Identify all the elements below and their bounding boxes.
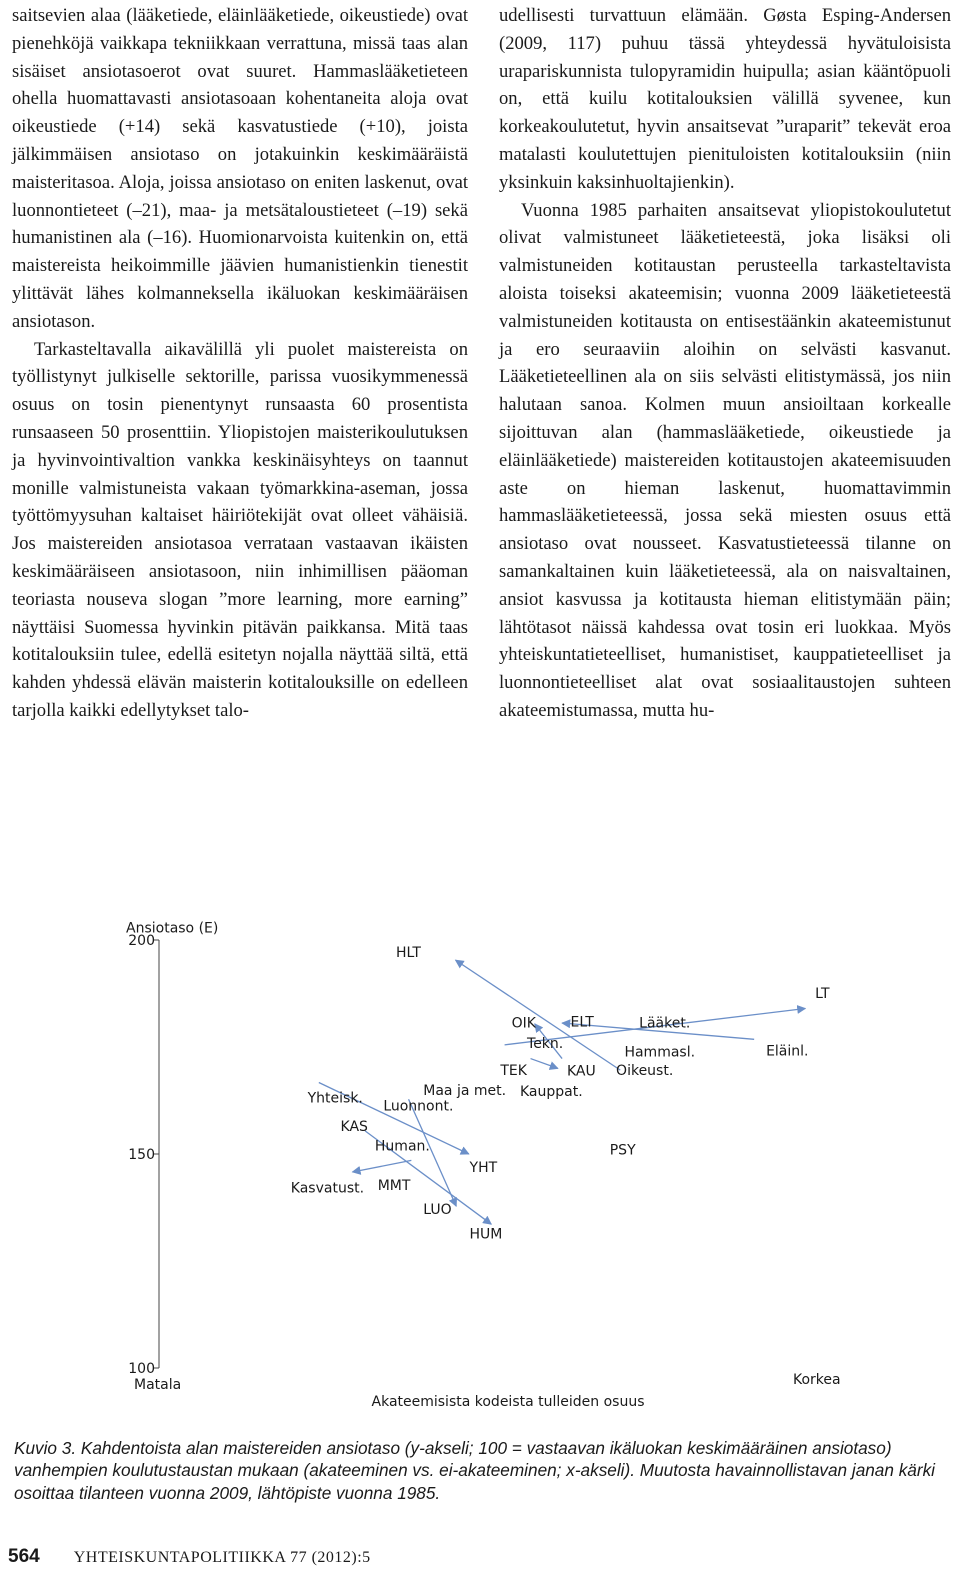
point-label: Human.	[374, 1138, 430, 1155]
page-footer	[8, 1546, 371, 1568]
figure-caption	[14, 1437, 952, 1504]
y-tick-label: 200	[128, 933, 155, 949]
arrow-chart	[0, 920, 960, 1430]
y-axis-label: Ansiotaso (E)	[126, 920, 219, 937]
left-text-column	[12, 2, 468, 725]
point-label: Kauppat.	[520, 1083, 583, 1100]
arrow-mmt	[352, 1160, 411, 1172]
arrow-hlt	[456, 960, 621, 1070]
journal-name: YHTEISKUNTAPOLITIIKKA 77 (2012):5	[73, 1549, 371, 1566]
paragraph: Vuonna 1985 parhaiten ansaitsevat yliopistokoulutetut olivat valmistuneet lääketieteestä, joka lisäksi oli valmistuneiden kotitaustan perusteella tarkasteltavista aloista toiseksi akateemisin; vuonna 2009 lääketieteestä valmistuneiden kotitausta on entisestäänkin akateemistunut ja ero seuraaviin aloihin on selvästi kasvanut. Lääketieteellinen ala on siis selvästi elitistymässä, jos niin halutaan sanoa. Kolmen muun ansioiltaan korkealle sijoittuvan alan (hammaslääketiede, oikeustiede ja eläinlääketiede) maistereiden kotitaustojen akateemisuuden aste on hieman laskenut, huomattavimmin hammaslääketieteessä, jossa sekä miesten osuus että ansiotaso ovat nousseet. Kasvatustieteessä tilanne on samankaltainen kuin lääketieteessä, ala on naisvaltainen, ansiot kasvussa ja kotitausta hieman elitistymään päin; lähtötasot näissä kahdessa ovat tosin eri luokkaa. Myös yhteiskuntatieteelliset, humanistiset, kauppatieteelliset ja luonnontieteelliset alat ovat sosiaalitaustojen suhteen akateemistumassa, mutta hu-	[499, 199, 951, 721]
x-low-label: Matala	[134, 1377, 182, 1393]
point-label: Eläinl.	[766, 1043, 809, 1060]
point-label: HLT	[395, 945, 421, 962]
point-label: KAS	[340, 1118, 368, 1135]
caption-label: Kuvio 3.	[14, 1438, 77, 1458]
paragraph: udellisesti turvattuun elämään. Gøsta Esping-Andersen (2009, 117) puhuu tässä yhteydessä hyvätuloisista urapariskunnista tulopyramidin huipulla; asian kääntöpuoli on, että kuilu kotitalouksien välillä syvenee, kun korkeakoulutetut, hyvin ansaitsevat ”uraparit” tekevät eroa matalasti koulutettujen pienituloisten kotitalouksiin (niin yksinkuin kaksinhuoltajienkin).	[499, 5, 951, 193]
point-label: Kasvatust.	[290, 1180, 365, 1197]
arrow-tek	[531, 1059, 558, 1069]
right-text-column	[499, 2, 951, 725]
point-label: TEK	[500, 1063, 527, 1080]
y-tick-label: 150	[128, 1147, 155, 1163]
point-label: MMT	[377, 1177, 411, 1194]
point-label: KAU	[566, 1063, 596, 1080]
point-label: Hammasl.	[624, 1044, 696, 1061]
point-label: OIK	[511, 1015, 536, 1032]
point-label: ELT	[570, 1014, 594, 1031]
caption-text: Kahdentoista alan maistereiden ansiotaso (y-akseli; 100 = vastaavan ikäluokan keskimääräinen ansiotaso) vanhempien koulutustaustan mukaan (akateeminen vs. ei-akateeminen; x-akseli). Muutosta havainnollistavan janan kärki osoittaa tilanteen vuonna 2009, lähtöpiste vuonna 1985.	[14, 1438, 935, 1503]
paragraph: saitsevien alaa (lääketiede, eläinlääketiede, oikeustiede) ovat pienehköjä vaikkapa tekniikkaan verrattuna, missä taas alan sisäiset ansiotasoerot ovat suuret. Hammaslääketieteen ohella huomattavasti ansiotasoaan kohentaneita aloja ovat oikeustiede (+14) sekä kasvatustiede (+10), joista jälkimmäisen ansiotaso on jotakuinkin keskimääräistä maisteritasoa. Aloja, joissa ansiotaso on eniten laskenut, ovat luonnontieteet (–21), maa- ja metsätaloustieteet (–19) sekä humanistinen ala (–16). Huomionarvoista kuitenkin on, että maistereista heikoimmille jäävien humanistienkin tienestit ylittävät lähes kolmanneksella ikäluokan keskimääräisen ansiotason.	[12, 5, 468, 332]
paragraph: Tarkasteltavalla aikavälillä yli puolet maistereista on työllistynyt julkiselle sektorille, parissa vuosikymmenessä osuus on tosin pienentynyt runsaasta 60 prosentista runsaaseen 50 prosenttiin. Yliopistojen maisterikoulutuksen ja hyvinvointivaltion vankka keskinäisyhteys on taannut monille valmistuneista vakaan työmarkkina-aseman, jossa työttömyysuhan kaltaiset häiriötekijät ovat olleet vähäisiä. Jos maistereiden ansiotasoa verrataan vastaavan ikäisten keskimääräiseen ansiotasoon, niin inhimillisen pääoman teoriasta nouseva slogan ”more learning, more earning” näyttäisi Suomessa hyvinkin pitävän paikkansa. Mitä taas kotitalouksiin tulee, edellä esitetyn nojalla näyttää siltä, että kahden yhdessä elävän maisterin kotitalouksille on edelleen tarjolla kaikki edellytykset talo-	[12, 338, 468, 721]
point-label: Lääket.	[639, 1015, 691, 1032]
x-high-label: Korkea	[793, 1372, 841, 1388]
x-axis-label: Akateemisista kodeista tulleiden osuus	[371, 1394, 645, 1410]
point-label: HUM	[469, 1226, 503, 1243]
point-label: Yhteisk.	[307, 1090, 363, 1107]
y-tick-label: 100	[128, 1361, 155, 1377]
point-label: LT	[815, 985, 830, 1002]
page-number: 564	[8, 1546, 40, 1567]
point-label: Luonnont.	[383, 1098, 454, 1115]
point-label: YHT	[469, 1159, 498, 1176]
point-label: Oikeust.	[616, 1063, 674, 1080]
point-label: Maa ja met.	[423, 1082, 507, 1099]
point-label: LUO	[423, 1201, 452, 1218]
point-label: Tekn.	[527, 1035, 564, 1052]
point-label: PSY	[609, 1142, 636, 1159]
